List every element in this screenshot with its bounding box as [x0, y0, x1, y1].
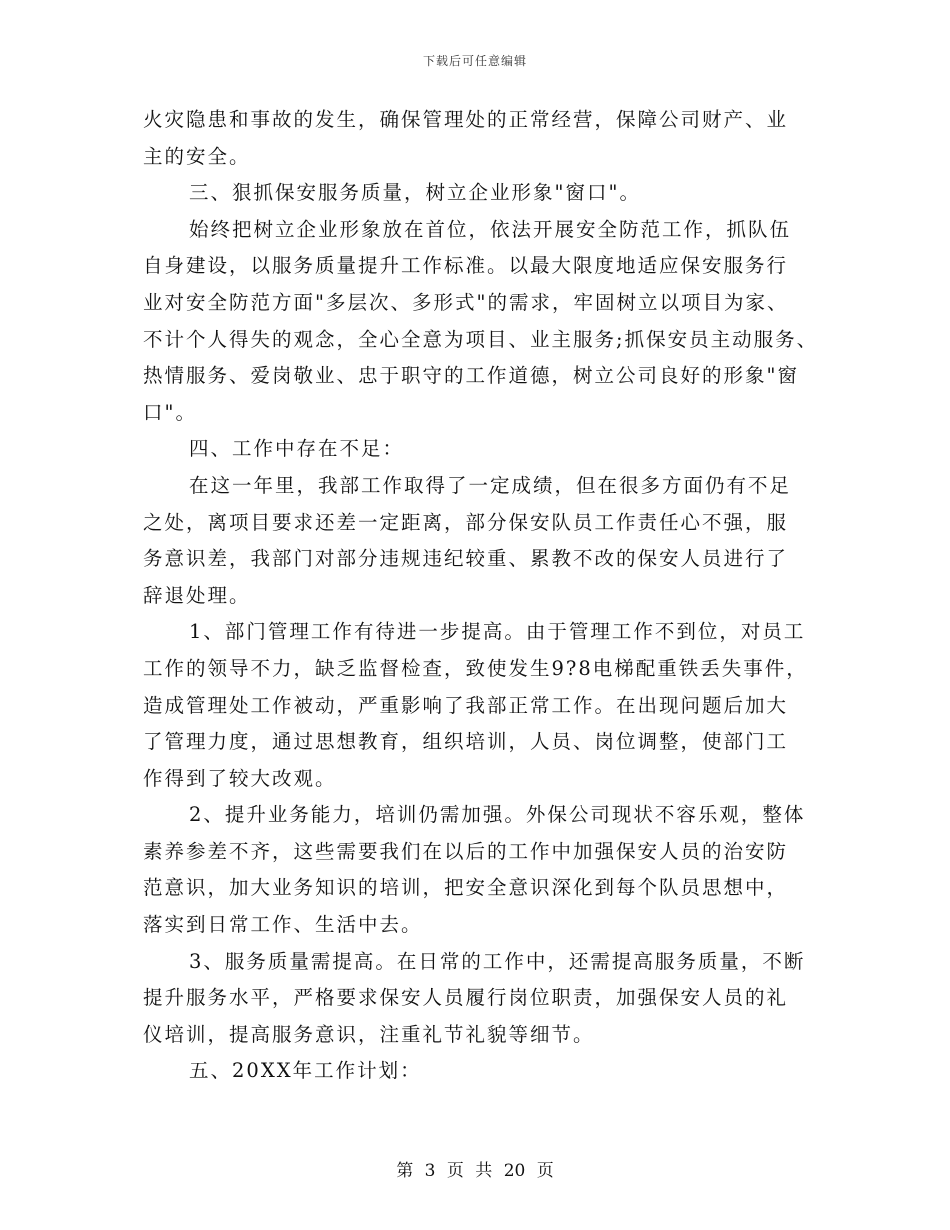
- text-line: 了管理力度，通过思想教育，组织培训，人员、岗位调整，使部门工: [143, 730, 789, 754]
- text-line: 不计个人得失的观念，全心全意为项目、业主服务;抓保安员主动服务、: [143, 327, 819, 351]
- page-header: 下载后可任意编辑: [422, 54, 527, 68]
- text-line: 口"。: [143, 400, 197, 424]
- text-line: 务意识差，我部门对部分违规违纪较重、累教不改的保安人员进行了: [143, 547, 789, 571]
- text-line: 自身建设，以服务质量提升工作标准。以最大限度地适应保安服务行: [143, 254, 789, 278]
- text-line: 热情服务、爱岗敬业、忠于职守的工作道德，树立公司良好的形象"窗: [143, 364, 799, 388]
- document-body: [143, 102, 823, 1090]
- text-line: 始终把树立企业形象放在首位，依法开展安全防范工作，抓队伍: [189, 217, 792, 241]
- text-line: 2、提升业务能力，培训仍需加强。外保公司现状不容乐观，整体: [189, 803, 806, 827]
- text-line: 在这一年里，我部工作取得了一定成绩，但在很多方面仍有不足: [189, 473, 792, 497]
- text-line: 工作的领导不力，缺乏监督检查，致使发生9?8电梯配重铁丢失事件，: [143, 656, 808, 680]
- page-footer: 第 3 页 共 20 页: [396, 1161, 554, 1181]
- text-line: 范意识，加大业务知识的培训，把安全意识深化到每个队员思想中，: [143, 876, 789, 900]
- text-line: 造成管理处工作被动，严重影响了我部正常工作。在出现问题后加大: [143, 693, 789, 717]
- text-line: 三、狠抓保安服务质量，树立企业形象"窗口"。: [189, 181, 641, 205]
- text-line: 四、工作中存在不足：: [189, 437, 405, 461]
- text-line: 仪培训，提高服务意识，注重礼节礼貌等细节。: [143, 1022, 595, 1046]
- text-line: 主的安全。: [143, 144, 251, 168]
- text-line: 作得到了较大改观。: [143, 766, 337, 790]
- text-line: 业对安全防范方面"多层次、多形式"的需求，牢固树立以项目为家、: [143, 290, 789, 314]
- text-line: 落实到日常工作、生活中去。: [143, 913, 423, 937]
- text-line: 提升服务水平，严格要求保安人员履行岗位职责，加强保安人员的礼: [143, 986, 789, 1010]
- text-line: 之处，离项目要求还差一定距离，部分保安队员工作责任心不强，服: [143, 510, 789, 534]
- text-line: 1、部门管理工作有待进一步提高。由于管理工作不到位，对员工: [189, 620, 806, 644]
- text-line: 素养参差不齐，这些需要我们在以后的工作中加强保安人员的治安防: [143, 839, 789, 863]
- text-line: 辞退处理。: [143, 583, 251, 607]
- text-line: 火灾隐患和事故的发生，确保管理处的正常经营，保障公司财产、业: [143, 108, 789, 131]
- text-line: 五、20XX年工作计划：: [189, 1059, 422, 1083]
- text-line: 3、服务质量需提高。在日常的工作中，还需提高服务质量，不断: [189, 949, 806, 973]
